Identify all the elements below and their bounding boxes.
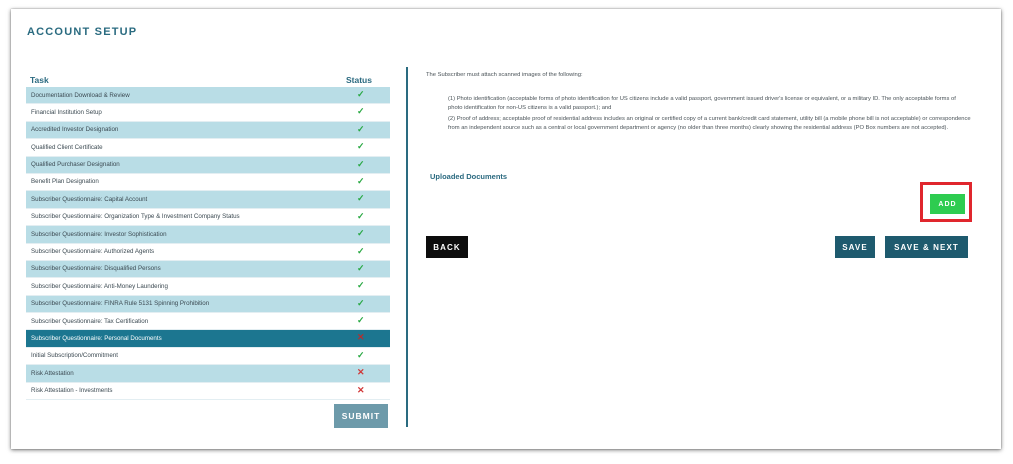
task-label: Subscriber Questionnaire: Personal Documents: [31, 334, 162, 342]
status-cross-icon: ✕: [357, 332, 365, 343]
status-check-icon: ✓: [357, 228, 365, 239]
page-title: ACCOUNT SETUP: [27, 26, 138, 38]
task-rows: [26, 87, 390, 400]
instructions: [426, 71, 971, 132]
task-label: Financial Institution Setup: [31, 108, 102, 116]
task-row[interactable]: [26, 139, 390, 156]
instructions-intro: The Subscriber must attach scanned images of the following:: [426, 72, 583, 78]
submit-button[interactable]: SUBMIT: [334, 404, 388, 428]
status-check-icon: ✓: [357, 123, 365, 134]
task-row[interactable]: [26, 296, 390, 313]
task-label: Qualified Purchaser Designation: [31, 161, 120, 169]
task-row[interactable]: [26, 365, 390, 382]
task-label: Subscriber Questionnaire: Authorized Agents: [31, 248, 155, 256]
task-row[interactable]: [26, 383, 390, 400]
task-row[interactable]: [26, 261, 390, 278]
task-row[interactable]: [26, 278, 390, 295]
task-label: Subscriber Questionnaire: Disqualified Persons: [31, 265, 161, 273]
task-label: Initial Subscription/Commitment: [31, 352, 118, 360]
status-check-icon: ✓: [357, 193, 365, 204]
task-label: Subscriber Questionnaire: Anti-Money Laundering: [31, 282, 168, 290]
status-check-icon: ✓: [357, 262, 365, 273]
task-label: Accredited Investor Designation: [31, 126, 119, 134]
task-row[interactable]: [26, 226, 390, 243]
task-list: [26, 73, 390, 400]
task-label: Documentation Download & Review: [31, 91, 130, 99]
back-button[interactable]: BACK: [426, 236, 468, 258]
status-cross-icon: ✕: [357, 384, 365, 395]
status-check-icon: ✓: [357, 89, 365, 99]
uploaded-documents-title: Uploaded Documents: [430, 172, 508, 181]
task-label: Subscriber Questionnaire: Capital Account: [31, 195, 148, 203]
status-check-icon: ✓: [357, 210, 365, 221]
status-check-icon: ✓: [357, 349, 365, 360]
status-check-icon: ✓: [357, 297, 365, 308]
status-check-icon: ✓: [357, 106, 365, 117]
status-check-icon: ✓: [357, 141, 365, 152]
status-check-icon: ✓: [357, 280, 365, 291]
status-check-icon: ✓: [357, 158, 365, 169]
save-button[interactable]: SAVE: [835, 236, 875, 258]
task-row[interactable]: [26, 104, 390, 121]
task-row[interactable]: [26, 122, 390, 139]
task-label: Risk Attestation: [31, 369, 74, 377]
task-label: Subscriber Questionnaire: Investor Sophistication: [31, 230, 167, 238]
status-check-icon: ✓: [357, 315, 365, 326]
save-and-next-button[interactable]: SAVE & NEXT: [885, 236, 968, 258]
status-check-icon: ✓: [357, 245, 365, 256]
panel-divider: [406, 67, 408, 427]
task-label: Risk Attestation - Investments: [31, 387, 113, 395]
task-row[interactable]: [26, 313, 390, 330]
status-column-header: Status: [346, 75, 372, 85]
task-row[interactable]: [26, 157, 390, 174]
account-setup-card: [11, 9, 1001, 449]
task-row[interactable]: [26, 174, 390, 191]
task-label: Subscriber Questionnaire: Organization Type & Investment Company Status: [31, 213, 240, 221]
status-cross-icon: ✕: [357, 367, 365, 378]
task-row[interactable]: [26, 209, 390, 226]
task-label: Subscriber Questionnaire: Tax Certification: [31, 317, 149, 325]
task-label: Benefit Plan Designation: [31, 178, 99, 186]
add-document-button[interactable]: ADD: [930, 194, 965, 214]
instruction-item-photo-id: (1) Photo identification (acceptable forms of photo identification for US citizens include a valid passport, government issued driver's license or equivalent, or a military ID. The only acceptable forms of photo identification for non-US citizens is a valid passport.); and: [448, 96, 956, 111]
task-list-header: [26, 73, 390, 87]
task-row[interactable]: [26, 191, 390, 208]
task-label: Subscriber Questionnaire: FINRA Rule 5131 Spinning Prohibition: [31, 300, 210, 308]
status-check-icon: ✓: [357, 175, 365, 186]
task-row[interactable]: [26, 348, 390, 365]
instruction-item-proof-of-address: (2) Proof of address; acceptable proof of residential address includes an original or certified copy of a current bank/credit card statement, utility bill (a mobile phone bill is not acceptable) or correspondence from an independent source such as a central or local government department or agency (no older than three months) clearly showing the residential address (PO Box numbers are not accepted).: [448, 116, 971, 131]
task-label: Qualified Client Certificate: [31, 143, 103, 151]
task-row[interactable]: [26, 330, 390, 347]
task-row[interactable]: [26, 244, 390, 261]
task-column-header: Task: [30, 75, 49, 85]
task-row[interactable]: [26, 87, 390, 104]
